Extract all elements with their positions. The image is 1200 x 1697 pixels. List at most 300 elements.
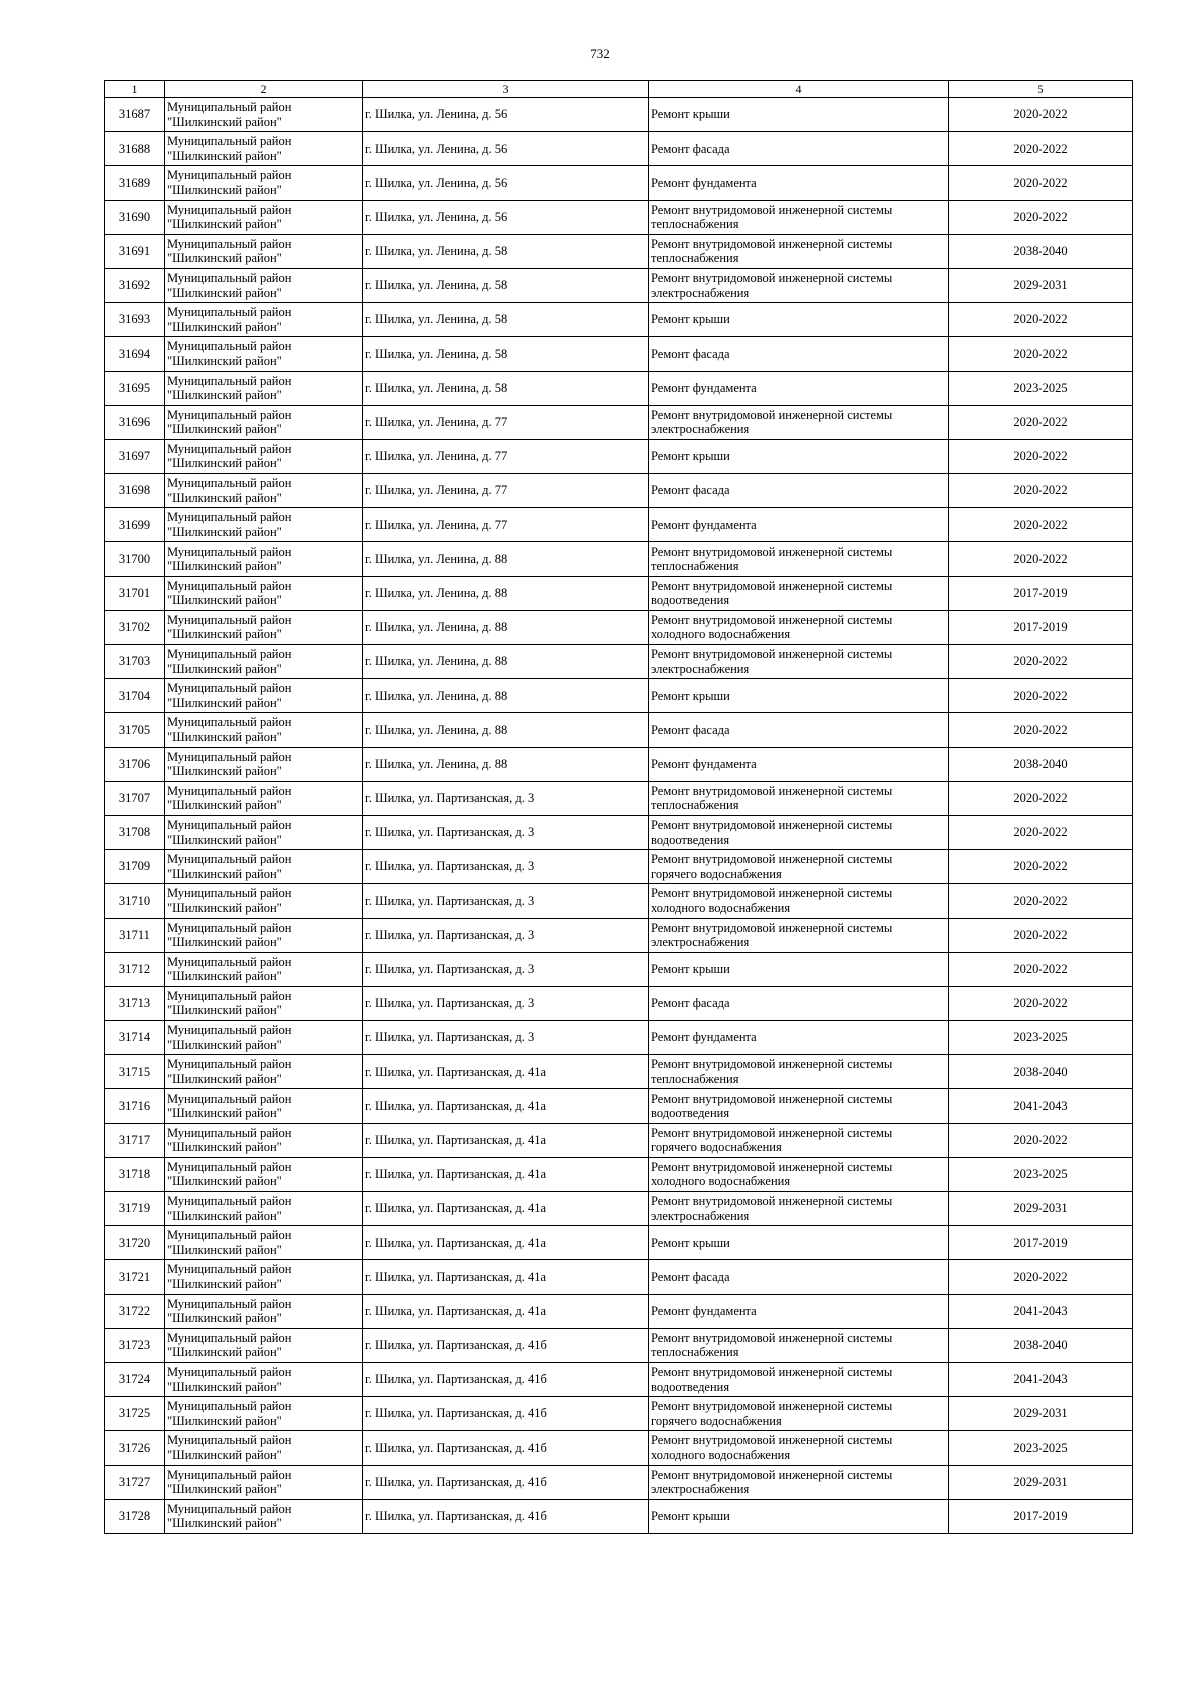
period-cell: 2023-2025 bbox=[949, 371, 1133, 405]
work-type-line: Ремонт фундамента bbox=[651, 517, 757, 532]
row-number: 31706 bbox=[105, 747, 165, 781]
work-type-cell bbox=[649, 337, 949, 371]
row-number: 31711 bbox=[105, 918, 165, 952]
work-type-line: теплоснабжения bbox=[651, 559, 739, 574]
table-row bbox=[105, 1294, 1133, 1328]
address-cell: г. Шилка, ул. Партизанская, д. 3 bbox=[363, 815, 649, 849]
work-type-line: Ремонт внутридомовой инженерной системы bbox=[651, 578, 893, 593]
work-type-cell bbox=[649, 1294, 949, 1328]
address-cell: г. Шилка, ул. Партизанская, д. 41а bbox=[363, 1055, 649, 1089]
work-type-line: электроснабжения bbox=[651, 1482, 750, 1497]
work-type-cell bbox=[649, 1226, 949, 1260]
work-type-line: горячего водоснабжения bbox=[651, 1140, 782, 1155]
row-number: 31708 bbox=[105, 815, 165, 849]
address-cell: г. Шилка, ул. Ленина, д. 58 bbox=[363, 234, 649, 268]
row-number: 31691 bbox=[105, 234, 165, 268]
municipality-line: Муниципальный район bbox=[167, 1228, 292, 1243]
municipality-line: "Шилкинский район" bbox=[167, 729, 282, 744]
municipality-line: "Шилкинский район" bbox=[167, 1037, 282, 1052]
work-type-cell bbox=[649, 1157, 949, 1191]
work-type-cell bbox=[649, 1021, 949, 1055]
period-cell: 2020-2022 bbox=[949, 884, 1133, 918]
municipality-line: "Шилкинский район" bbox=[167, 148, 282, 163]
municipality-line: Муниципальный район bbox=[167, 476, 292, 491]
work-type-line: Ремонт фасада bbox=[651, 483, 730, 498]
municipality-line: "Шилкинский район" bbox=[167, 251, 282, 266]
period-cell: 2041-2043 bbox=[949, 1294, 1133, 1328]
work-type-cell bbox=[649, 850, 949, 884]
municipality-line: Муниципальный район bbox=[167, 818, 292, 833]
row-number: 31703 bbox=[105, 645, 165, 679]
municipality-line: "Шилкинский район" bbox=[167, 1482, 282, 1497]
period-cell: 2020-2022 bbox=[949, 781, 1133, 815]
work-type-line: холодного водоснабжения bbox=[651, 1174, 791, 1189]
municipality-line: Муниципальный район bbox=[167, 852, 292, 867]
work-type-cell bbox=[649, 645, 949, 679]
municipality-line: Муниципальный район bbox=[167, 202, 292, 217]
table-row bbox=[105, 576, 1133, 610]
work-type-cell bbox=[649, 781, 949, 815]
work-type-line: Ремонт внутридомовой инженерной системы bbox=[651, 1399, 893, 1414]
municipality-line: "Шилкинский район" bbox=[167, 935, 282, 950]
table-row bbox=[105, 918, 1133, 952]
work-type-cell bbox=[649, 884, 949, 918]
work-type-line: Ремонт внутридомовой инженерной системы bbox=[651, 202, 893, 217]
table-row bbox=[105, 1362, 1133, 1396]
municipality-cell bbox=[165, 986, 363, 1020]
work-type-cell bbox=[649, 986, 949, 1020]
work-type-line: холодного водоснабжения bbox=[651, 900, 791, 915]
municipality-line: Муниципальный район bbox=[167, 1262, 292, 1277]
work-type-line: Ремонт крыши bbox=[651, 312, 730, 327]
work-type-line: теплоснабжения bbox=[651, 217, 739, 232]
work-type-line: Ремонт внутридомовой инженерной системы bbox=[651, 818, 893, 833]
municipality-cell bbox=[165, 200, 363, 234]
table-row bbox=[105, 1260, 1133, 1294]
municipality-line: "Шилкинский район" bbox=[167, 422, 282, 437]
work-type-line: водоотведения bbox=[651, 593, 730, 608]
municipality-line: "Шилкинский район" bbox=[167, 388, 282, 403]
address-cell: г. Шилка, ул. Ленина, д. 88 bbox=[363, 747, 649, 781]
work-type-line: Ремонт внутридомовой инженерной системы bbox=[651, 1159, 893, 1174]
municipality-line: Муниципальный район bbox=[167, 647, 292, 662]
work-type-cell bbox=[649, 1431, 949, 1465]
table-row bbox=[105, 132, 1133, 166]
work-type-line: Ремонт внутридомовой инженерной системы bbox=[651, 1194, 893, 1209]
row-number: 31698 bbox=[105, 474, 165, 508]
municipality-line: "Шилкинский район" bbox=[167, 866, 282, 881]
row-number: 31719 bbox=[105, 1192, 165, 1226]
municipality-line: "Шилкинский район" bbox=[167, 661, 282, 676]
municipality-line: Муниципальный район bbox=[167, 236, 292, 251]
work-type-cell bbox=[649, 371, 949, 405]
work-type-line: Ремонт фасада bbox=[651, 996, 730, 1011]
row-number: 31722 bbox=[105, 1294, 165, 1328]
municipality-cell bbox=[165, 747, 363, 781]
municipality-line: Муниципальный район bbox=[167, 988, 292, 1003]
address-cell: г. Шилка, ул. Партизанская, д. 3 bbox=[363, 781, 649, 815]
municipality-line: "Шилкинский район" bbox=[167, 114, 282, 129]
municipality-line: "Шилкинский район" bbox=[167, 798, 282, 813]
municipality-cell bbox=[165, 268, 363, 302]
municipality-line: Муниципальный район bbox=[167, 578, 292, 593]
work-type-line: Ремонт фасада bbox=[651, 722, 730, 737]
work-type-cell bbox=[649, 747, 949, 781]
work-type-cell bbox=[649, 1499, 949, 1533]
municipality-line: Муниципальный район bbox=[167, 920, 292, 935]
address-cell: г. Шилка, ул. Ленина, д. 88 bbox=[363, 610, 649, 644]
row-number: 31707 bbox=[105, 781, 165, 815]
period-cell: 2029-2031 bbox=[949, 1465, 1133, 1499]
municipality-line: Муниципальный район bbox=[167, 510, 292, 525]
work-type-cell bbox=[649, 166, 949, 200]
municipality-cell bbox=[165, 1123, 363, 1157]
municipality-cell bbox=[165, 918, 363, 952]
period-cell: 2020-2022 bbox=[949, 474, 1133, 508]
period-cell: 2020-2022 bbox=[949, 337, 1133, 371]
period-cell: 2020-2022 bbox=[949, 132, 1133, 166]
municipality-line: "Шилкинский район" bbox=[167, 1516, 282, 1531]
work-type-line: Ремонт внутридомовой инженерной системы bbox=[651, 544, 893, 559]
municipality-line: Муниципальный район bbox=[167, 339, 292, 354]
table-row bbox=[105, 781, 1133, 815]
municipality-line: Муниципальный район bbox=[167, 1125, 292, 1140]
municipality-cell bbox=[165, 645, 363, 679]
row-number: 31714 bbox=[105, 1021, 165, 1055]
work-type-cell bbox=[649, 200, 949, 234]
work-type-line: теплоснабжения bbox=[651, 798, 739, 813]
work-type-cell bbox=[649, 508, 949, 542]
municipality-cell bbox=[165, 1465, 363, 1499]
municipality-line: Муниципальный район bbox=[167, 954, 292, 969]
work-type-line: горячего водоснабжения bbox=[651, 1413, 782, 1428]
table-row bbox=[105, 1499, 1133, 1533]
table-row bbox=[105, 1465, 1133, 1499]
work-type-line: Ремонт внутридомовой инженерной системы bbox=[651, 920, 893, 935]
row-number: 31696 bbox=[105, 405, 165, 439]
municipality-line: "Шилкинский район" bbox=[167, 1071, 282, 1086]
municipality-line: "Шилкинский район" bbox=[167, 627, 282, 642]
row-number: 31705 bbox=[105, 713, 165, 747]
header-row bbox=[105, 81, 1133, 98]
work-type-cell bbox=[649, 303, 949, 337]
municipality-line: "Шилкинский район" bbox=[167, 1003, 282, 1018]
work-type-line: Ремонт фундамента bbox=[651, 175, 757, 190]
work-type-line: водоотведения bbox=[651, 832, 730, 847]
row-number: 31694 bbox=[105, 337, 165, 371]
address-cell: г. Шилка, ул. Партизанская, д. 3 bbox=[363, 952, 649, 986]
work-type-line: водоотведения bbox=[651, 1106, 730, 1121]
address-cell: г. Шилка, ул. Ленина, д. 77 bbox=[363, 405, 649, 439]
municipality-line: "Шилкинский район" bbox=[167, 1174, 282, 1189]
municipality-cell bbox=[165, 781, 363, 815]
work-type-line: Ремонт фундамента bbox=[651, 1030, 757, 1045]
work-type-cell bbox=[649, 576, 949, 610]
row-number: 31688 bbox=[105, 132, 165, 166]
table-row bbox=[105, 200, 1133, 234]
municipality-line: Муниципальный район bbox=[167, 100, 292, 115]
municipality-line: "Шилкинский район" bbox=[167, 524, 282, 539]
table-row bbox=[105, 1123, 1133, 1157]
work-type-line: теплоснабжения bbox=[651, 251, 739, 266]
table-body bbox=[105, 98, 1133, 1534]
row-number: 31718 bbox=[105, 1157, 165, 1191]
municipality-line: Муниципальный район bbox=[167, 681, 292, 696]
municipality-line: "Шилкинский район" bbox=[167, 832, 282, 847]
municipality-line: "Шилкинский район" bbox=[167, 593, 282, 608]
municipality-line: "Шилкинский район" bbox=[167, 1208, 282, 1223]
municipality-cell bbox=[165, 576, 363, 610]
municipality-line: "Шилкинский район" bbox=[167, 456, 282, 471]
municipality-cell bbox=[165, 508, 363, 542]
municipality-line: Муниципальный район bbox=[167, 1433, 292, 1448]
municipality-line: Муниципальный район bbox=[167, 271, 292, 286]
work-type-line: Ремонт внутридомовой инженерной системы bbox=[651, 1330, 893, 1345]
work-type-line: Ремонт фасада bbox=[651, 141, 730, 156]
work-type-line: Ремонт внутридомовой инженерной системы bbox=[651, 407, 893, 422]
period-cell: 2020-2022 bbox=[949, 166, 1133, 200]
period-cell: 2020-2022 bbox=[949, 542, 1133, 576]
address-cell: г. Шилка, ул. Партизанская, д. 41б bbox=[363, 1431, 649, 1465]
municipality-cell bbox=[165, 1021, 363, 1055]
municipality-cell bbox=[165, 234, 363, 268]
municipality-line: Муниципальный район bbox=[167, 168, 292, 183]
row-number: 31723 bbox=[105, 1328, 165, 1362]
row-number: 31728 bbox=[105, 1499, 165, 1533]
work-type-line: Ремонт внутридомовой инженерной системы bbox=[651, 886, 893, 901]
municipality-cell bbox=[165, 1431, 363, 1465]
municipality-line: "Шилкинский район" bbox=[167, 353, 282, 368]
work-type-cell bbox=[649, 474, 949, 508]
row-number: 31712 bbox=[105, 952, 165, 986]
municipality-line: "Шилкинский район" bbox=[167, 900, 282, 915]
municipality-line: "Шилкинский район" bbox=[167, 319, 282, 334]
address-cell: г. Шилка, ул. Партизанская, д. 3 bbox=[363, 986, 649, 1020]
address-cell: г. Шилка, ул. Партизанская, д. 3 bbox=[363, 1021, 649, 1055]
period-cell: 2020-2022 bbox=[949, 645, 1133, 679]
municipality-line: "Шилкинский район" bbox=[167, 559, 282, 574]
table-row bbox=[105, 337, 1133, 371]
work-type-line: Ремонт крыши bbox=[651, 1235, 730, 1250]
period-cell: 2020-2022 bbox=[949, 439, 1133, 473]
period-cell: 2020-2022 bbox=[949, 713, 1133, 747]
municipality-cell bbox=[165, 1362, 363, 1396]
address-cell: г. Шилка, ул. Ленина, д. 88 bbox=[363, 645, 649, 679]
table-row bbox=[105, 1397, 1133, 1431]
municipality-line: "Шилкинский район" bbox=[167, 1140, 282, 1155]
work-type-line: электроснабжения bbox=[651, 935, 750, 950]
row-number: 31726 bbox=[105, 1431, 165, 1465]
municipality-line: Муниципальный район bbox=[167, 1501, 292, 1516]
row-number: 31689 bbox=[105, 166, 165, 200]
municipality-line: Муниципальный район bbox=[167, 1467, 292, 1482]
work-type-line: Ремонт крыши bbox=[651, 449, 730, 464]
municipality-line: "Шилкинский район" bbox=[167, 217, 282, 232]
municipality-line: Муниципальный район bbox=[167, 1023, 292, 1038]
address-cell: г. Шилка, ул. Ленина, д. 77 bbox=[363, 474, 649, 508]
table-row bbox=[105, 1328, 1133, 1362]
municipality-line: "Шилкинский район" bbox=[167, 1413, 282, 1428]
work-type-line: электроснабжения bbox=[651, 1208, 750, 1223]
row-number: 31717 bbox=[105, 1123, 165, 1157]
table-row bbox=[105, 405, 1133, 439]
municipality-line: "Шилкинский район" bbox=[167, 764, 282, 779]
address-cell: г. Шилка, ул. Партизанская, д. 3 bbox=[363, 884, 649, 918]
column-header: 5 bbox=[949, 81, 1133, 98]
period-cell: 2020-2022 bbox=[949, 679, 1133, 713]
row-number: 31695 bbox=[105, 371, 165, 405]
repair-schedule-table bbox=[104, 80, 1133, 1534]
work-type-cell bbox=[649, 1397, 949, 1431]
work-type-line: электроснабжения bbox=[651, 661, 750, 676]
address-cell: г. Шилка, ул. Партизанская, д. 41б bbox=[363, 1465, 649, 1499]
address-cell: г. Шилка, ул. Партизанская, д. 41б bbox=[363, 1328, 649, 1362]
work-type-line: Ремонт фундамента bbox=[651, 756, 757, 771]
work-type-cell bbox=[649, 713, 949, 747]
municipality-line: Муниципальный район bbox=[167, 749, 292, 764]
row-number: 31710 bbox=[105, 884, 165, 918]
table-row bbox=[105, 986, 1133, 1020]
address-cell: г. Шилка, ул. Ленина, д. 56 bbox=[363, 132, 649, 166]
municipality-line: "Шилкинский район" bbox=[167, 695, 282, 710]
row-number: 31721 bbox=[105, 1260, 165, 1294]
municipality-line: Муниципальный район bbox=[167, 886, 292, 901]
municipality-cell bbox=[165, 952, 363, 986]
period-cell: 2020-2022 bbox=[949, 918, 1133, 952]
work-type-line: Ремонт крыши bbox=[651, 962, 730, 977]
work-type-cell bbox=[649, 679, 949, 713]
municipality-line: "Шилкинский район" bbox=[167, 182, 282, 197]
municipality-line: Муниципальный район bbox=[167, 305, 292, 320]
municipality-cell bbox=[165, 1055, 363, 1089]
municipality-line: "Шилкинский район" bbox=[167, 1276, 282, 1291]
municipality-cell bbox=[165, 1294, 363, 1328]
period-cell: 2023-2025 bbox=[949, 1021, 1133, 1055]
work-type-line: холодного водоснабжения bbox=[651, 1447, 791, 1462]
municipality-cell bbox=[165, 815, 363, 849]
address-cell: г. Шилка, ул. Партизанская, д. 41б bbox=[363, 1362, 649, 1396]
table-row bbox=[105, 1089, 1133, 1123]
municipality-line: Муниципальный район bbox=[167, 1159, 292, 1174]
municipality-line: Муниципальный район bbox=[167, 1296, 292, 1311]
work-type-cell bbox=[649, 98, 949, 132]
table-row bbox=[105, 439, 1133, 473]
address-cell: г. Шилка, ул. Партизанская, д. 41б bbox=[363, 1499, 649, 1533]
period-cell: 2038-2040 bbox=[949, 747, 1133, 781]
work-type-cell bbox=[649, 952, 949, 986]
period-cell: 2029-2031 bbox=[949, 1397, 1133, 1431]
table-row bbox=[105, 1226, 1133, 1260]
municipality-line: "Шилкинский район" bbox=[167, 1447, 282, 1462]
municipality-cell bbox=[165, 610, 363, 644]
work-type-line: Ремонт внутридомовой инженерной системы bbox=[651, 1125, 893, 1140]
municipality-line: "Шилкинский район" bbox=[167, 969, 282, 984]
work-type-line: Ремонт внутридомовой инженерной системы bbox=[651, 271, 893, 286]
municipality-cell bbox=[165, 1089, 363, 1123]
municipality-cell bbox=[165, 371, 363, 405]
period-cell: 2020-2022 bbox=[949, 986, 1133, 1020]
period-cell: 2023-2025 bbox=[949, 1157, 1133, 1191]
work-type-cell bbox=[649, 1260, 949, 1294]
municipality-cell bbox=[165, 1226, 363, 1260]
table-row bbox=[105, 1157, 1133, 1191]
work-type-line: Ремонт внутридомовой инженерной системы bbox=[651, 1467, 893, 1482]
municipality-line: Муниципальный район bbox=[167, 407, 292, 422]
municipality-line: "Шилкинский район" bbox=[167, 1379, 282, 1394]
municipality-cell bbox=[165, 98, 363, 132]
work-type-line: Ремонт фундамента bbox=[651, 1303, 757, 1318]
period-cell: 2020-2022 bbox=[949, 850, 1133, 884]
row-number: 31727 bbox=[105, 1465, 165, 1499]
work-type-line: теплоснабжения bbox=[651, 1071, 739, 1086]
address-cell: г. Шилка, ул. Ленина, д. 88 bbox=[363, 713, 649, 747]
period-cell: 2020-2022 bbox=[949, 508, 1133, 542]
work-type-cell bbox=[649, 1362, 949, 1396]
address-cell: г. Шилка, ул. Партизанская, д. 41а bbox=[363, 1260, 649, 1294]
work-type-cell bbox=[649, 1328, 949, 1362]
work-type-line: Ремонт фасада bbox=[651, 346, 730, 361]
municipality-cell bbox=[165, 884, 363, 918]
table-row bbox=[105, 268, 1133, 302]
table-row bbox=[105, 645, 1133, 679]
period-cell: 2020-2022 bbox=[949, 405, 1133, 439]
work-type-cell bbox=[649, 1055, 949, 1089]
address-cell: г. Шилка, ул. Ленина, д. 56 bbox=[363, 98, 649, 132]
address-cell: г. Шилка, ул. Ленина, д. 56 bbox=[363, 166, 649, 200]
municipality-cell bbox=[165, 166, 363, 200]
period-cell: 2038-2040 bbox=[949, 234, 1133, 268]
municipality-cell bbox=[165, 405, 363, 439]
table-row bbox=[105, 508, 1133, 542]
period-cell: 2020-2022 bbox=[949, 1260, 1133, 1294]
row-number: 31716 bbox=[105, 1089, 165, 1123]
municipality-line: Муниципальный район bbox=[167, 1057, 292, 1072]
municipality-line: "Шилкинский район" bbox=[167, 1242, 282, 1257]
table-row bbox=[105, 1021, 1133, 1055]
municipality-line: Муниципальный район bbox=[167, 1365, 292, 1380]
table-row bbox=[105, 952, 1133, 986]
municipality-cell bbox=[165, 1192, 363, 1226]
municipality-line: Муниципальный район bbox=[167, 1330, 292, 1345]
address-cell: г. Шилка, ул. Ленина, д. 58 bbox=[363, 371, 649, 405]
address-cell: г. Шилка, ул. Партизанская, д. 41а bbox=[363, 1123, 649, 1157]
municipality-line: Муниципальный район bbox=[167, 134, 292, 149]
page-number: 732 bbox=[590, 46, 610, 61]
work-type-line: Ремонт внутридомовой инженерной системы bbox=[651, 1091, 893, 1106]
address-cell: г. Шилка, ул. Партизанская, д. 41а bbox=[363, 1192, 649, 1226]
address-cell: г. Шилка, ул. Ленина, д. 88 bbox=[363, 679, 649, 713]
address-cell: г. Шилка, ул. Ленина, д. 88 bbox=[363, 576, 649, 610]
work-type-cell bbox=[649, 234, 949, 268]
table-row bbox=[105, 542, 1133, 576]
municipality-line: Муниципальный район bbox=[167, 441, 292, 456]
work-type-line: Ремонт фасада bbox=[651, 1269, 730, 1284]
municipality-line: Муниципальный район bbox=[167, 373, 292, 388]
work-type-line: Ремонт внутридомовой инженерной системы bbox=[651, 612, 893, 627]
row-number: 31697 bbox=[105, 439, 165, 473]
period-cell: 2020-2022 bbox=[949, 1123, 1133, 1157]
municipality-line: "Шилкинский район" bbox=[167, 1345, 282, 1360]
row-number: 31725 bbox=[105, 1397, 165, 1431]
column-header: 4 bbox=[649, 81, 949, 98]
table-row bbox=[105, 713, 1133, 747]
table-row bbox=[105, 98, 1133, 132]
row-number: 31702 bbox=[105, 610, 165, 644]
address-cell: г. Шилка, ул. Партизанская, д. 41а bbox=[363, 1294, 649, 1328]
table-row bbox=[105, 1192, 1133, 1226]
work-type-line: Ремонт фундамента bbox=[651, 380, 757, 395]
table-row bbox=[105, 747, 1133, 781]
